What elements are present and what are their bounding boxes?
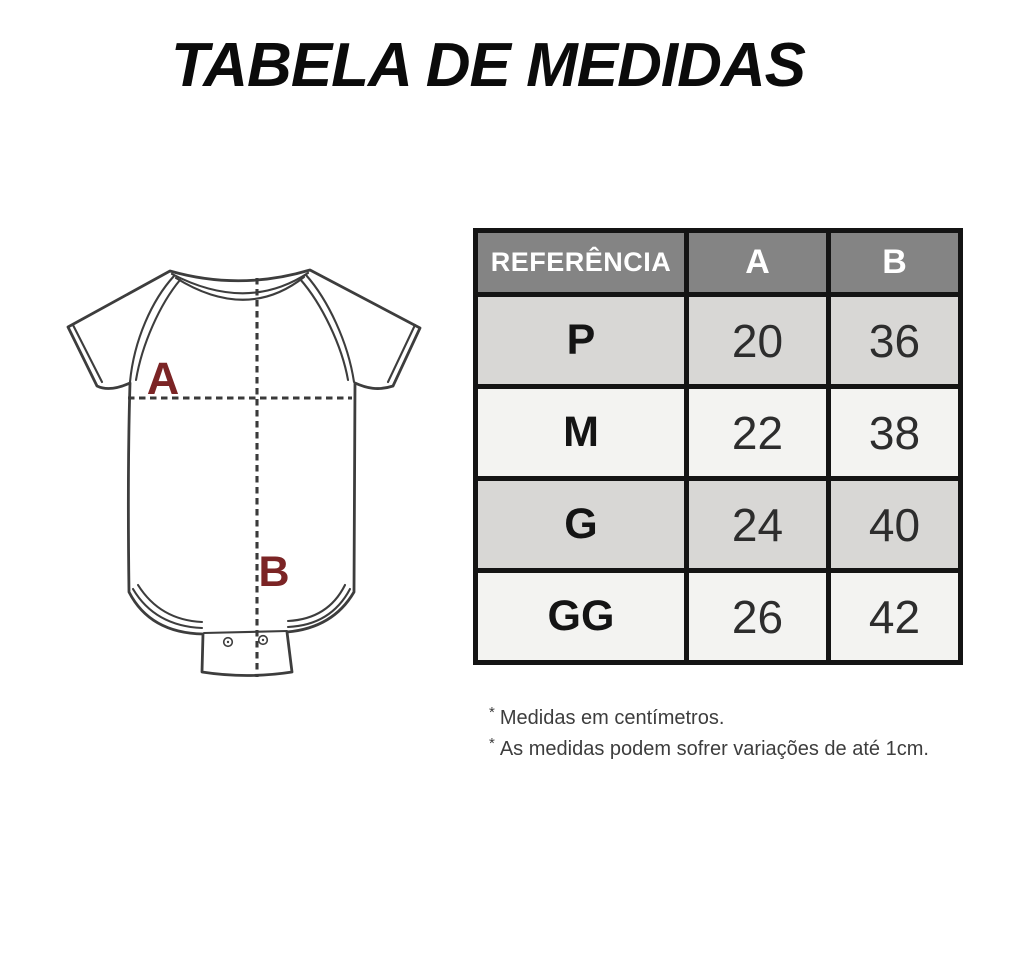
footnote-marker: *	[489, 704, 495, 721]
footnote-units	[489, 700, 929, 731]
size-cell-m: M	[478, 389, 684, 476]
measure-a-label: A	[146, 353, 180, 404]
snap-button-left-dot	[227, 641, 229, 643]
col-header-b: B	[831, 233, 958, 292]
size-cell-p: P	[478, 297, 684, 384]
size-table	[473, 228, 963, 665]
value-cell-g-b: 40	[831, 481, 958, 568]
value-cell-gg-b: 42	[831, 573, 958, 660]
value-cell-m-b: 38	[831, 389, 958, 476]
size-cell-gg: GG	[478, 573, 684, 660]
col-header-a: A	[689, 233, 826, 292]
measure-b-label: B	[258, 548, 290, 596]
footnote-text: Medidas em centímetros.	[499, 707, 725, 729]
page-title: TABELA DE MEDIDAS	[171, 31, 805, 100]
value-cell-g-a: 24	[689, 481, 826, 568]
value-cell-gg-a: 26	[689, 573, 826, 660]
bodysuit-diagram	[0, 0, 470, 720]
size-cell-g: G	[478, 481, 684, 568]
footnote-text: As medidas podem sofrer variações de até 1cm.	[499, 738, 929, 760]
value-cell-m-a: 22	[689, 389, 826, 476]
value-cell-p-b: 36	[831, 297, 958, 384]
footnote-variation	[489, 731, 929, 762]
footnotes	[489, 700, 929, 762]
bodysuit-outline	[68, 270, 420, 676]
value-cell-p-a: 20	[689, 297, 826, 384]
footnote-marker: *	[489, 735, 495, 752]
col-header-reference: REFERÊNCIA	[478, 233, 684, 292]
snap-button-right-dot	[262, 639, 264, 641]
